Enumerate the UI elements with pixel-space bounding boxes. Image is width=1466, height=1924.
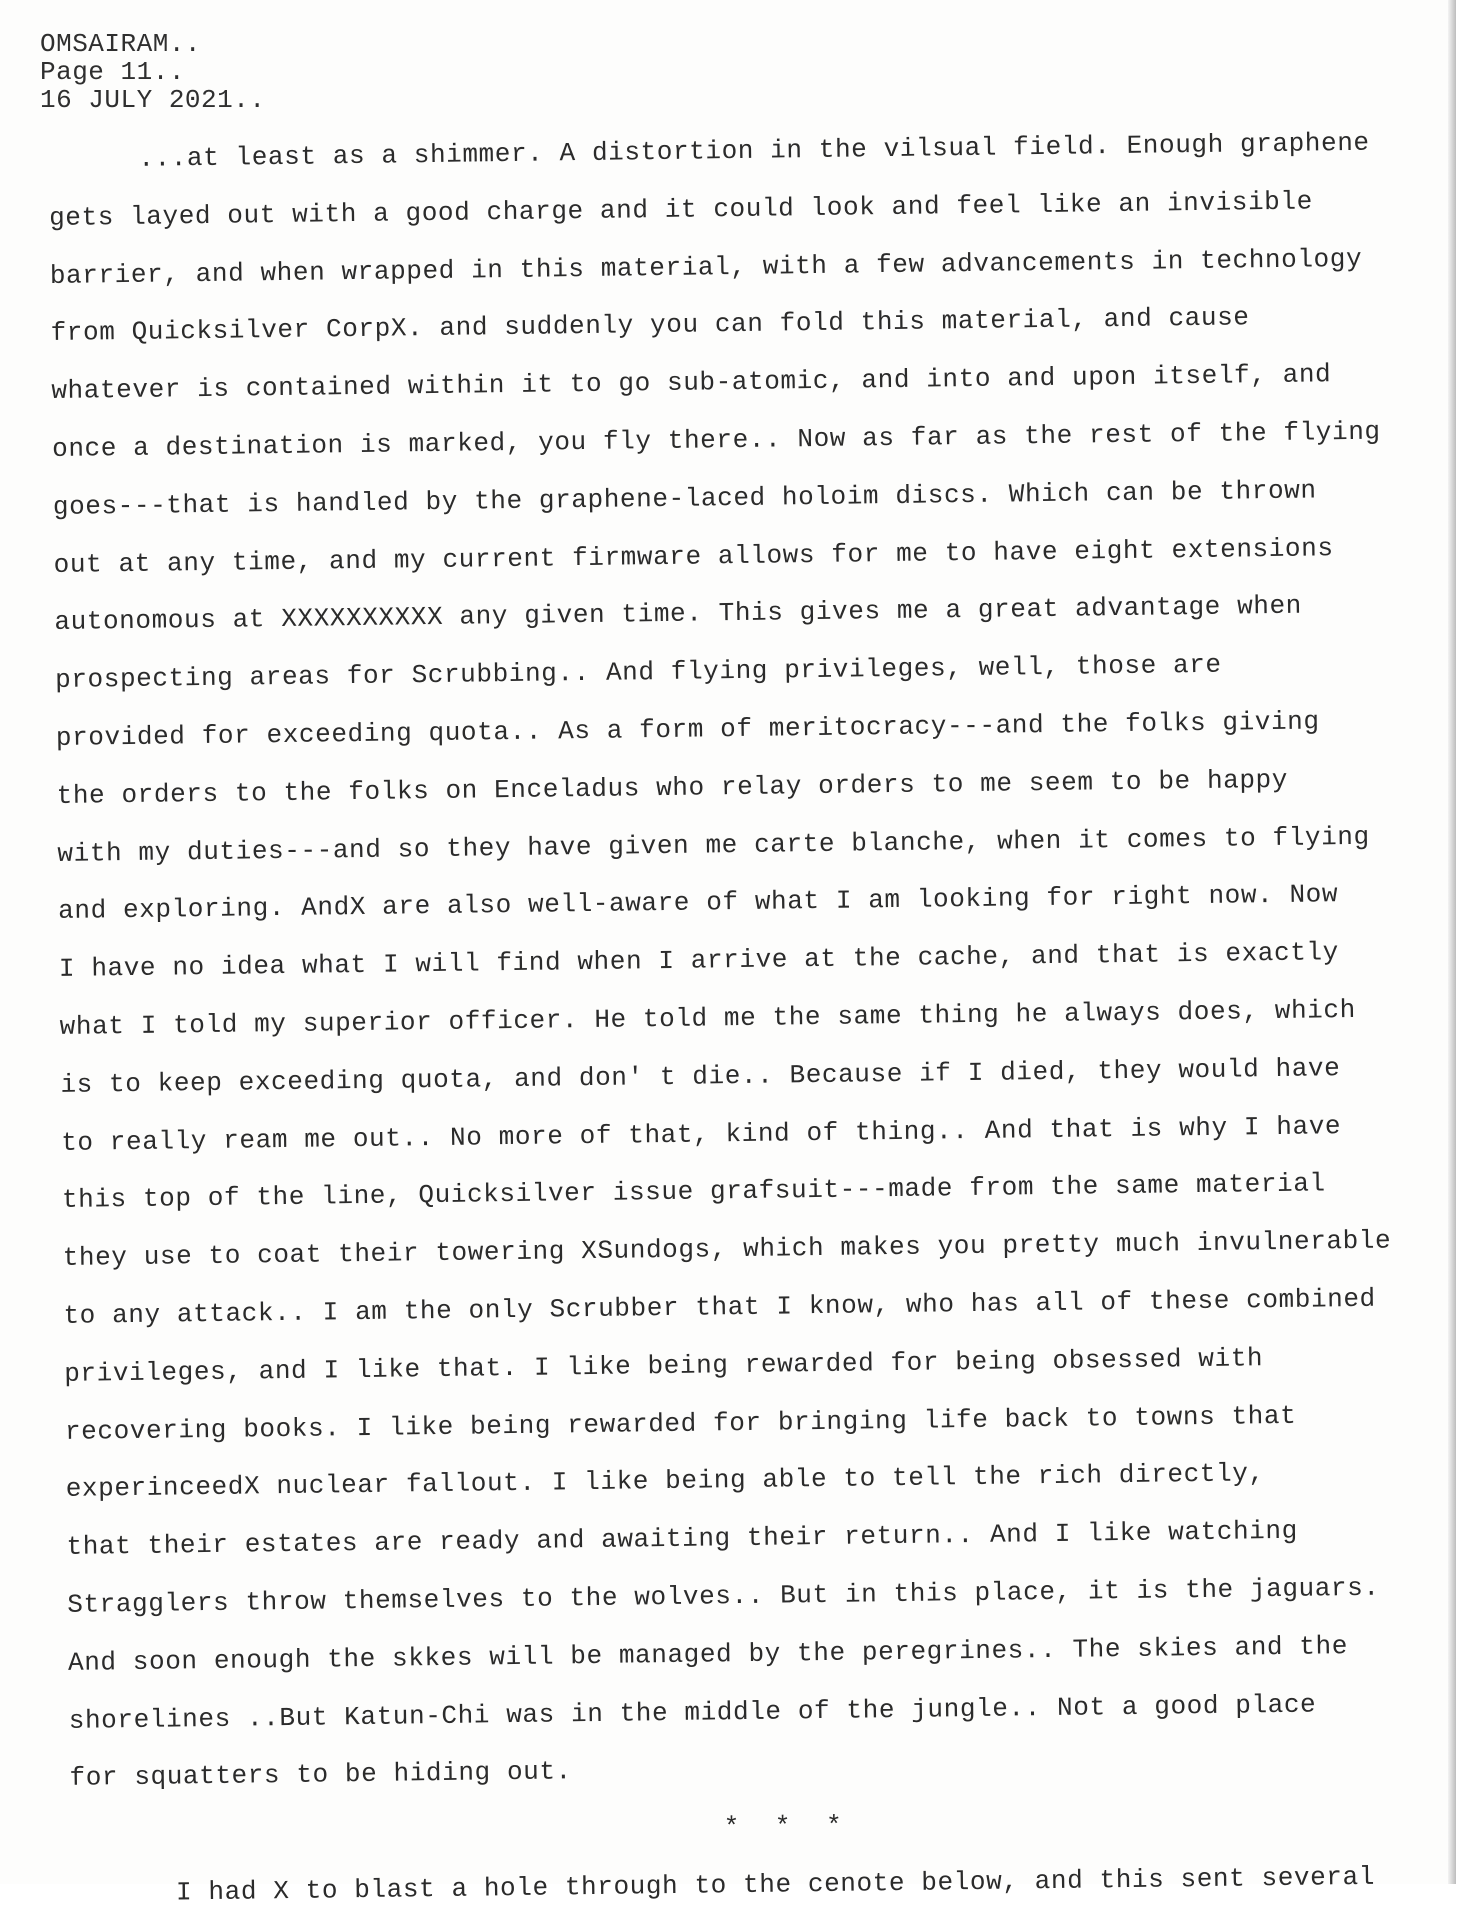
body-line: they use to coat their towering XSundogs, which makes you pretty much invulnerable	[62, 1225, 1392, 1274]
body-line: Stragglers throw themselves to the wolves.. But in this place, it is the jaguars.	[67, 1572, 1380, 1620]
body-line: is to keep exceeding quota, and don' t die.. Because if I died, they would have	[60, 1052, 1341, 1100]
body-line: out at any time, and my current firmware allows for me to have eight extensions	[53, 532, 1334, 580]
header-page-number: Page 11..	[40, 57, 185, 87]
body-line: prospecting areas for Scrubbing.. And flying privileges, well, those are	[54, 649, 1222, 696]
body-line: whatever is contained within it to go sub-atomic, and into and upon itself, and	[51, 359, 1332, 407]
body-line: experinceedX nuclear fallout. I like being able to tell the rich directly,	[65, 1458, 1265, 1505]
body-line: autonomous at XXXXXXXXXX any given time. This gives me a great advantage when	[54, 591, 1303, 638]
body-line: to any attack.. I am the only Scrubber that I know, who has all of these combined	[63, 1283, 1376, 1331]
header-greeting: OMSAIRAM..	[40, 29, 202, 59]
body-line: I had X to blast a hole through to the cenote below, and this sent several	[175, 1861, 1376, 1908]
body-line: gets layed out with a good charge and it could look and feel like an invisible	[48, 186, 1314, 233]
page-body	[48, 114, 1466, 1924]
body-line: for squatters to be hiding out.	[69, 1756, 572, 1794]
header-date: 16 JULY 2021..	[40, 85, 266, 115]
body-line: shorelines ..But Katun-Chi was in the middle of the jungle.. Not a good place	[68, 1689, 1317, 1736]
body-line: the orders to the folks on Enceladus who relay orders to me seem to be happy	[56, 764, 1289, 811]
body-line: recovering books. I like being rewarded for bringing life back to towns that	[64, 1400, 1297, 1447]
body-line: what I told my superior officer. He told me the same thing he always does, which	[59, 994, 1357, 1042]
body-line: provided for exceeding quota.. As a form of meritocracy---and the folks giving	[55, 706, 1320, 753]
body-line: with my duties---and so they have given me carte blanche, when it comes to flying	[57, 821, 1370, 869]
body-line: barrier, and when wrapped in this material, with a few advancements in technology	[49, 243, 1363, 291]
body-line: and exploring. AndX are also well-aware of what I am looking for right now. Now	[58, 879, 1339, 927]
body-line: I have no idea what I will find when I arrive at the cache, and that is exactly	[58, 937, 1340, 985]
page-header	[40, 30, 265, 114]
body-line: that their estates are ready and awaiting their return.. And I like watching	[66, 1515, 1299, 1563]
section-separator: * * *	[723, 1810, 852, 1843]
body-line: ...at least as a shimmer. A distortion in the vilsual field. Enough graphene	[138, 127, 1370, 174]
body-line: once a destination is marked, you fly there.. Now as far as the rest of the flying	[51, 416, 1381, 464]
body-line: to really ream me out.. No more of that, kind of thing.. And that is why I have	[61, 1110, 1342, 1158]
body-line: goes---that is handled by the graphene-laced holoim discs. Which can be thrown	[52, 475, 1317, 522]
body-line: this top of the line, Quicksilver issue grafsuit---made from the same material	[61, 1168, 1326, 1216]
body-line: And soon enough the skkes will be managed by the peregrines.. The skies and the	[67, 1630, 1349, 1678]
body-line: from Quicksilver CorpX. and suddenly you can fold this material, and cause	[50, 302, 1250, 349]
body-line: privileges, and I like that. I like being rewarded for being obsessed with	[64, 1342, 1264, 1389]
